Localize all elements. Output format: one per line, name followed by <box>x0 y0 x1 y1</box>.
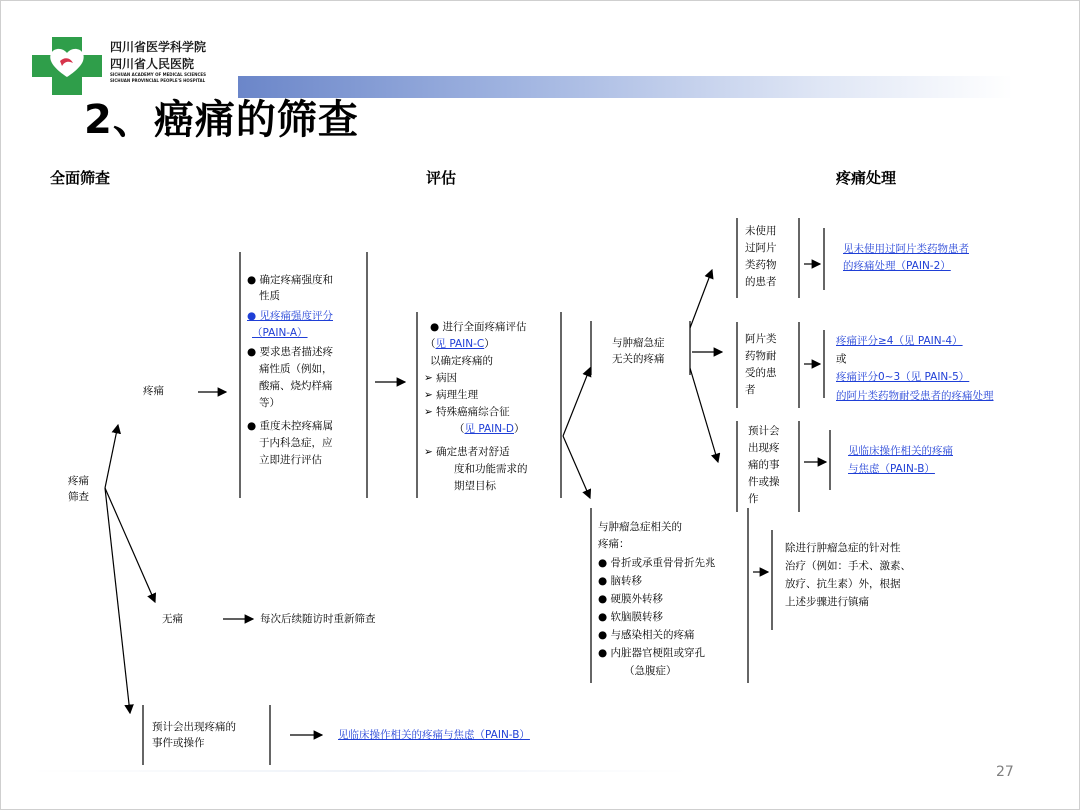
tolerant-treatment-link[interactable]: 的阿片类药物耐受患者的疼痛处理 <box>836 390 994 402</box>
naive-line2: 过阿片 <box>745 242 777 254</box>
box1-item1-line2: 性质 <box>259 290 280 302</box>
page-title: 2、癌痛的筛查 <box>84 97 359 143</box>
box1-item3-line2: 痛性质（例如， <box>259 363 333 375</box>
tolerant-pain-5-link[interactable]: 疼痛评分0~3（见 PAIN-5） <box>836 371 970 383</box>
box1-item4-line1: ● 重度未控疼痛属 <box>247 420 333 432</box>
naive-line3: 类药物 <box>745 259 777 271</box>
logo-line-3: SICHUAN ACADEMY OF MEDICAL SCIENCES <box>110 72 207 77</box>
tolerant-or: 或 <box>836 353 847 365</box>
related-item-6: ● 内脏器官梗阻或穿孔 <box>598 647 705 659</box>
box1-item3-line4: 等） <box>259 397 280 409</box>
box2-line5: ➢ 病理生理 <box>424 389 479 401</box>
procedure-line-1: 预计会出现疼痛的 <box>152 721 236 733</box>
box2-line1: ● 进行全面疼痛评估 <box>430 321 527 333</box>
tolerant-line1: 阿片类 <box>745 333 777 345</box>
naive-pain-2-link-1[interactable]: 见未使用过阿片类药物患者 <box>843 243 969 255</box>
box1-pain-a-link[interactable]: ● 见疼痛强度评分 <box>247 310 333 322</box>
procedure-pain-b-link[interactable]: 见临床操作相关的疼痛与焦虑（PAIN-B） <box>338 729 530 741</box>
tolerant-line2: 药物耐 <box>745 350 777 362</box>
no-pain-label: 无痛 <box>162 613 183 625</box>
expected-pain-b-link-2[interactable]: 与焦虑（PAIN-B） <box>848 463 935 475</box>
pain-screen-label-2: 筛查 <box>68 491 89 503</box>
related-item-3: ● 硬膜外转移 <box>598 593 663 605</box>
box1-item3-line3: 酸痛、烧灼样痛 <box>259 380 333 392</box>
box1-item3-line1: ● 要求患者描述疼 <box>247 346 333 358</box>
tolerant-line3: 受的患 <box>745 367 777 379</box>
box1-item1-line1: ● 确定疼痛强度和 <box>247 274 333 286</box>
header-assess: 评估 <box>426 169 457 187</box>
box2-line6: ➢ 特殊癌痛综合征 <box>424 406 510 418</box>
related-item-7: （急腹症） <box>624 665 677 677</box>
logo-line-2: 四川省人民医院 <box>110 57 195 71</box>
pain-c-link[interactable]: 见 PAIN-C <box>435 338 485 350</box>
box1-item4-line2: 于内科急症，应 <box>259 437 333 449</box>
naive-line1: 未使用 <box>745 225 777 237</box>
naive-line4: 的患者 <box>745 276 777 288</box>
logo-line-1: 四川省医学科学院 <box>110 40 207 54</box>
header-screen: 全面筛查 <box>50 169 111 187</box>
box1-pain-a-code-link[interactable]: （PAIN-A） <box>252 327 308 339</box>
box2-line8-3: 期望目标 <box>454 480 496 492</box>
pain-d-link[interactable]: 见 PAIN-D <box>464 423 515 435</box>
expected-line2: 出现疼 <box>748 442 780 454</box>
expected-line3: 痛的事 <box>748 459 780 471</box>
related-item-2: ● 脑转移 <box>598 575 642 587</box>
emergency-line4: 上述步骤进行镇痛 <box>785 596 869 608</box>
related-line2: 疼痛： <box>598 538 630 550</box>
no-pain-action: 每次后续随访时重新筛查 <box>260 613 376 625</box>
naive-pain-2-link-2[interactable]: 的疼痛处理（PAIN-2） <box>843 260 951 272</box>
box2-line8-1: ➢ 确定患者对舒适 <box>424 446 510 458</box>
pain-screen-label-1: 疼痛 <box>68 475 89 487</box>
unrelated-line2: 无关的疼痛 <box>612 353 665 365</box>
emergency-line2: 治疗（例如：手术、激素、 <box>785 560 911 572</box>
box2-line7: （见 PAIN-D） <box>454 423 525 435</box>
procedure-line-2: 事件或操作 <box>152 737 205 749</box>
tolerant-line4: 者 <box>745 384 756 396</box>
emergency-line1: 除进行肿瘤急症的针对性 <box>785 542 901 554</box>
emergency-line3: 放疗、抗生素）外，根据 <box>785 578 901 590</box>
expected-line5: 作 <box>748 493 759 505</box>
expected-pain-b-link-1[interactable]: 见临床操作相关的疼痛 <box>848 445 953 457</box>
tolerant-pain-4-link[interactable]: 疼痛评分≥4（见 PAIN-4） <box>836 335 963 347</box>
logo-line-4: SICHUAN PROVINCIAL PEOPLE'S HOSPITAL <box>110 78 206 83</box>
header-treat: 疼痛处理 <box>836 169 897 187</box>
box2-line4: ➢ 病因 <box>424 372 458 384</box>
box2-line8-2: 度和功能需求的 <box>454 463 528 475</box>
box1-item4-line3: 立即进行评估 <box>259 454 322 466</box>
related-item-1: ● 骨折或承重骨骨折先兆 <box>598 557 716 569</box>
expected-line4: 件或操 <box>748 476 780 488</box>
footer-line <box>30 770 690 772</box>
related-line1: 与肿瘤急症相关的 <box>598 521 682 533</box>
pain-label: 疼痛 <box>143 385 164 397</box>
page-number: 27 <box>996 764 1014 780</box>
box2-line3: 以确定疼痛的 <box>430 355 493 367</box>
unrelated-line1: 与肿瘤急症 <box>612 337 665 349</box>
related-item-4: ● 软脑膜转移 <box>598 611 663 623</box>
expected-line1: 预计会 <box>748 425 780 437</box>
box2-line2: （见 PAIN-C） <box>425 338 495 350</box>
related-item-5: ● 与感染相关的疼痛 <box>598 629 695 641</box>
